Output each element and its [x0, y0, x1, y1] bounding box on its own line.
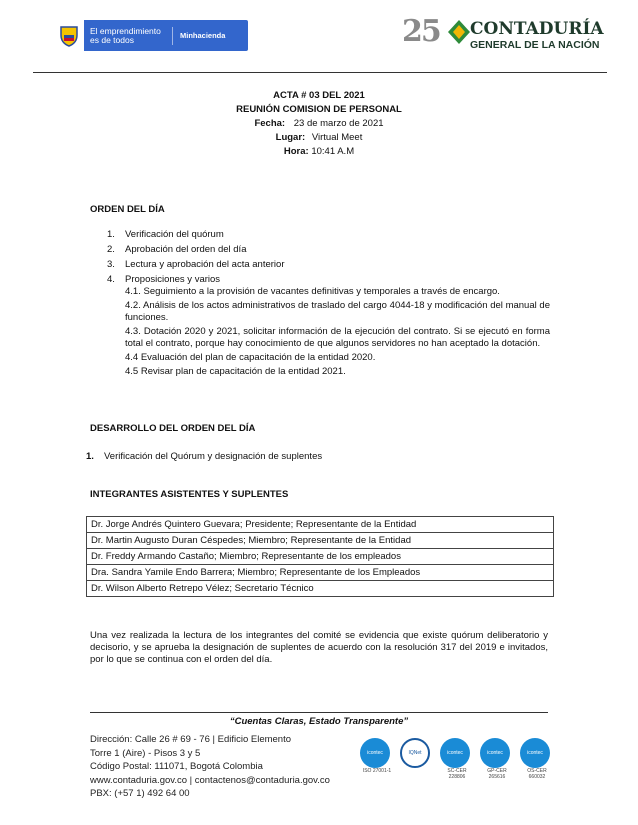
gov-slogan: El emprendimiento es de todos — [90, 25, 161, 45]
table-row — [87, 533, 554, 549]
address-line: Dirección: Calle 26 # 69 - 76 | Edificio Elemento — [90, 734, 292, 745]
table-cell: Dr. Wilson Alberto Retrepo Vélez; Secretario Técnico — [87, 581, 554, 597]
address-line: PBX: (+57 1) 492 64 00 — [90, 788, 190, 799]
subitem: 4.3. Dotación 2020 y 2021, solicitar información de la ejecución del contrato. Si se ejecutó en forma total el contrato, porque hay conocimiento de que algunos servidores no han aceptado la dotación. — [125, 326, 550, 349]
table-cell: Dr. Freddy Armando Castaño; Miembro; Representante de los empleados — [87, 549, 554, 565]
certifications — [360, 738, 554, 780]
footer-slogan: “Cuentas Claras, Estado Transparente” — [229, 716, 409, 727]
table-row — [87, 565, 554, 581]
table-cell: Dr. Martin Augusto Duran Céspedes; Miembro; Representante de la Entidad — [87, 533, 554, 549]
integrantes-heading: INTEGRANTES ASISTENTES Y SUPLENTES — [90, 489, 289, 500]
subitem: 4.4 Evaluación del plan de capacitación de la entidad 2020. — [125, 352, 376, 363]
entity-name: CONTADURÍA — [470, 19, 604, 39]
divider — [172, 27, 173, 45]
meeting-header — [0, 90, 638, 160]
quorum-paragraph: Una vez realizada la lectura de los integrantes del comité se evidencia que existe quórum deliberatorio y decisorio, y se aprueba la designación de suplentes de acuerdo con la resolución 317 del 2019 e invitados, por lo que se continua con el orden del día. — [90, 630, 548, 665]
cert-badge: icontec ISO 27001-1 — [360, 738, 394, 780]
ministry-name: Minhacienda — [180, 31, 226, 40]
orden-list — [107, 229, 550, 288]
members-table — [86, 516, 554, 597]
anniversary-logo: 25 — [402, 14, 440, 49]
cert-badge: icontec GP-CER 265616 — [480, 738, 514, 780]
orden-subitems — [125, 286, 550, 378]
fecha-line: Fecha: 23 de marzo de 2021 — [254, 118, 384, 129]
orden-heading: ORDEN DEL DÍA — [90, 204, 165, 215]
cert-badge — [400, 738, 434, 780]
subitem: 4.5 Revisar plan de capacitación de la entidad 2021. — [125, 366, 346, 377]
footer-divider — [90, 712, 548, 713]
certification-icon: icontec — [480, 738, 510, 768]
cert-badge: icontec SC-CER 228806 — [440, 738, 474, 780]
table-row — [87, 549, 554, 565]
cgn-emblem-icon — [448, 20, 470, 44]
desarrollo-item: 1. Verificación del Quórum y designación de suplentes — [86, 451, 323, 462]
address-line: Torre 1 (Aire) - Pisos 3 y 5 — [90, 747, 201, 759]
address-line[interactable]: www.contaduria.gov.co | contactenos@contaduria.gov.co — [90, 774, 330, 786]
subitem: 4.2. Análisis de los actos administrativos de traslado del cargo 4044-18 y modificación del manual de funciones. — [125, 300, 550, 323]
table-cell: Dra. Sandra Yamile Endo Barrera; Miembro; Representante de los Empleados — [87, 565, 554, 581]
address-line: Código Postal: 111071, Bogotá Colombia — [90, 761, 263, 772]
iqnet-icon: IQNet — [400, 738, 430, 768]
list-item: 3. Lectura y aprobación del acta anterior — [107, 259, 285, 270]
header-divider — [33, 72, 607, 73]
list-item: 4. Proposiciones y varios — [107, 274, 221, 285]
cert-badge: icontec OS-CER 660032 — [520, 738, 554, 780]
table-row — [87, 517, 554, 533]
list-item: 1. Verificación del quórum — [107, 229, 224, 240]
acta-title: ACTA # 03 DEL 2021 — [273, 90, 365, 101]
list-item: 2. Aprobación del orden del día — [107, 244, 247, 255]
lugar-line: Lugar: Virtual Meet — [275, 132, 363, 143]
table-cell: Dr. Jorge Andrés Quintero Guevara; Presidente; Representante de la Entidad — [87, 517, 554, 533]
colombia-shield-icon — [53, 20, 84, 51]
footer-address — [90, 733, 330, 801]
table-row — [87, 581, 554, 597]
hora-line: Hora: 10:41 A.M — [283, 146, 355, 157]
entity-subtitle: GENERAL DE LA NACIÓN — [470, 39, 600, 51]
desarrollo-heading: DESARROLLO DEL ORDEN DEL DÍA — [90, 423, 256, 434]
meeting-title: REUNIÓN COMISION DE PERSONAL — [236, 104, 402, 115]
certification-icon: icontec — [360, 738, 390, 768]
certification-icon: icontec — [440, 738, 470, 768]
gov-banner — [53, 20, 248, 51]
subitem: 4.1. Seguimiento a la provisión de vacantes definitivas y temporales a través de encargo. — [125, 286, 500, 297]
certification-icon: icontec — [520, 738, 550, 768]
